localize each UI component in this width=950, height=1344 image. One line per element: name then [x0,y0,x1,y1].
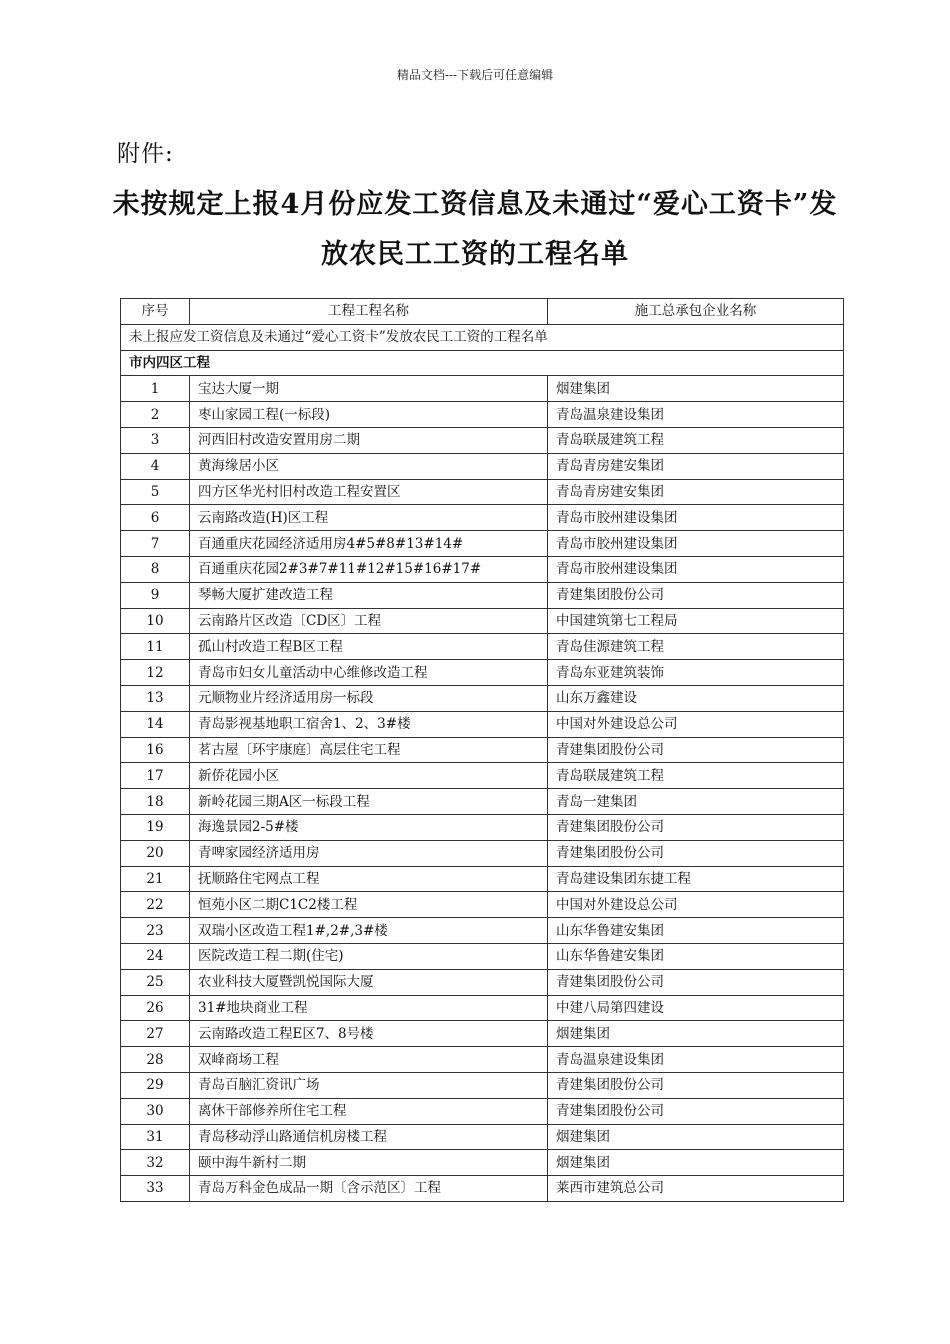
row-number: 14 [121,711,190,737]
row-contractor: 青岛联晟建筑工程 [548,763,844,789]
row-number: 17 [121,763,190,789]
row-contractor: 青岛东亚建筑装饰 [548,660,844,686]
table-row [121,814,844,840]
row-contractor: 青建集团股份公司 [548,969,844,995]
row-project-name: 医院改造工程二期(住宅) [190,943,548,969]
table-row [121,608,844,634]
row-contractor: 青岛联晟建筑工程 [548,427,844,453]
table-row [121,711,844,737]
table-row [121,531,844,557]
row-contractor: 山东万鑫建设 [548,685,844,711]
table-caption-row [121,324,844,350]
table-row [121,402,844,428]
row-number: 22 [121,892,190,918]
row-project-name: 枣山家园工程(一标段) [190,402,548,428]
row-number: 11 [121,634,190,660]
row-project-name: 新侨花园小区 [190,763,548,789]
row-project-name: 海逸景园2-5#楼 [190,814,548,840]
row-project-name: 青岛移动浮山路通信机房楼工程 [190,1124,548,1150]
table-row [121,866,844,892]
table-row [121,969,844,995]
table-row [121,376,844,402]
row-number: 21 [121,866,190,892]
row-project-name: 青岛市妇女儿童活动中心维修改造工程 [190,660,548,686]
row-number: 18 [121,789,190,815]
column-header-contractor: 施工总承包企业名称 [548,299,844,325]
table-row [121,840,844,866]
row-number: 20 [121,840,190,866]
table-row [121,1176,844,1202]
row-number: 5 [121,479,190,505]
table-row [121,1047,844,1073]
row-project-name: 双峰商场工程 [190,1047,548,1073]
attachment-label: 附件: [117,141,174,167]
table-row [121,737,844,763]
row-number: 1 [121,376,190,402]
table-caption: 未上报应发工资信息及未通过“爱心工资卡”发放农民工工资的工程名单 [121,324,844,350]
document-title: 未按规定上报4月份应发工资信息及未通过“爱心工资卡”发放农民工工资的工程名单 [112,189,838,270]
row-contractor: 青建集团股份公司 [548,582,844,608]
table-row [121,479,844,505]
table-row [121,892,844,918]
table-row [121,582,844,608]
table-row [121,763,844,789]
row-number: 25 [121,969,190,995]
row-contractor: 青建集团股份公司 [548,1072,844,1098]
row-project-name: 新岭花园三期A区一标段工程 [190,789,548,815]
section-title: 市内四区工程 [121,350,844,376]
row-project-name: 百通重庆花园经济适用房4#5#8#13#14# [190,531,548,557]
row-number: 33 [121,1176,190,1202]
row-contractor: 青岛佳源建筑工程 [548,634,844,660]
row-number: 30 [121,1098,190,1124]
section-row [121,350,844,376]
row-number: 28 [121,1047,190,1073]
row-contractor: 烟建集团 [548,1150,844,1176]
row-project-name: 青岛万科金色成品一期〔含示范区〕工程 [190,1176,548,1202]
row-number: 24 [121,943,190,969]
row-number: 4 [121,453,190,479]
row-project-name: 离休干部修养所住宅工程 [190,1098,548,1124]
table-row [121,1021,844,1047]
row-project-name: 百通重庆花园2#3#7#11#12#15#16#17# [190,556,548,582]
table-row [121,789,844,815]
row-number: 32 [121,1150,190,1176]
row-project-name: 31#地块商业工程 [190,995,548,1021]
row-project-name: 四方区华光村旧村改造工程安置区 [190,479,548,505]
project-list-table [120,298,844,1202]
row-project-name: 河西旧村改造安置用房二期 [190,427,548,453]
row-contractor: 青岛建设集团东捷工程 [548,866,844,892]
table-row [121,1072,844,1098]
row-number: 12 [121,660,190,686]
table-row [121,685,844,711]
row-contractor: 中国对外建设总公司 [548,711,844,737]
row-number: 23 [121,918,190,944]
row-number: 10 [121,608,190,634]
column-header-number: 序号 [121,299,190,325]
row-project-name: 云南路改造(H)区工程 [190,505,548,531]
table-row [121,427,844,453]
row-contractor: 烟建集团 [548,376,844,402]
row-number: 13 [121,685,190,711]
row-project-name: 孤山村改造工程B区工程 [190,634,548,660]
row-number: 3 [121,427,190,453]
row-project-name: 云南路片区改造〔CD区〕工程 [190,608,548,634]
row-contractor: 山东华鲁建安集团 [548,943,844,969]
row-number: 16 [121,737,190,763]
row-contractor: 青岛市胶州建设集团 [548,505,844,531]
row-contractor: 中国对外建设总公司 [548,892,844,918]
table-row [121,556,844,582]
table-row [121,505,844,531]
row-project-name: 青岛百脑汇资讯广场 [190,1072,548,1098]
row-contractor: 烟建集团 [548,1021,844,1047]
table-row [121,995,844,1021]
row-contractor: 青建集团股份公司 [548,737,844,763]
row-project-name: 琴畅大厦扩建改造工程 [190,582,548,608]
row-contractor: 青建集团股份公司 [548,840,844,866]
row-number: 26 [121,995,190,1021]
row-project-name: 双瑞小区改造工程1#,2#,3#楼 [190,918,548,944]
row-contractor: 青岛市胶州建设集团 [548,556,844,582]
row-project-name: 青岛影视基地职工宿舍1、2、3#楼 [190,711,548,737]
row-number: 27 [121,1021,190,1047]
table-row [121,1150,844,1176]
row-project-name: 抚顺路住宅网点工程 [190,866,548,892]
row-contractor: 青建集团股份公司 [548,814,844,840]
row-contractor: 青岛青房建安集团 [548,453,844,479]
table-row [121,453,844,479]
table-row [121,1098,844,1124]
row-number: 7 [121,531,190,557]
row-number: 8 [121,556,190,582]
row-project-name: 农业科技大厦暨凯悦国际大厦 [190,969,548,995]
row-contractor: 青岛温泉建设集团 [548,1047,844,1073]
row-number: 9 [121,582,190,608]
row-contractor: 中建八局第四建设 [548,995,844,1021]
row-project-name: 黄海缘居小区 [190,453,548,479]
table-header-row [121,299,844,325]
row-contractor: 青岛温泉建设集团 [548,402,844,428]
row-contractor: 中国建筑第七工程局 [548,608,844,634]
row-contractor: 山东华鲁建安集团 [548,918,844,944]
row-contractor: 青岛青房建安集团 [548,479,844,505]
column-header-project-name: 工程工程名称 [190,299,548,325]
row-project-name: 颐中海牛新村二期 [190,1150,548,1176]
row-project-name: 云南路改造工程E区7、8号楼 [190,1021,548,1047]
row-number: 6 [121,505,190,531]
table-row [121,943,844,969]
row-number: 19 [121,814,190,840]
row-contractor: 青建集团股份公司 [548,1098,844,1124]
page-watermark: 精品文档---下载后可任意编辑 [396,68,554,82]
row-number: 29 [121,1072,190,1098]
row-contractor: 青岛市胶州建设集团 [548,531,844,557]
table-row [121,634,844,660]
row-project-name: 元顺物业片经济适用房一标段 [190,685,548,711]
table-row [121,918,844,944]
row-number: 2 [121,402,190,428]
row-project-name: 茗古屋〔环宇康庭〕高层住宅工程 [190,737,548,763]
row-project-name: 恒苑小区二期C1C2楼工程 [190,892,548,918]
row-contractor: 莱西市建筑总公司 [548,1176,844,1202]
row-contractor: 青岛一建集团 [548,789,844,815]
table-row [121,1124,844,1150]
row-number: 31 [121,1124,190,1150]
table-row [121,660,844,686]
row-contractor: 烟建集团 [548,1124,844,1150]
row-project-name: 青啤家园经济适用房 [190,840,548,866]
row-project-name: 宝达大厦一期 [190,376,548,402]
